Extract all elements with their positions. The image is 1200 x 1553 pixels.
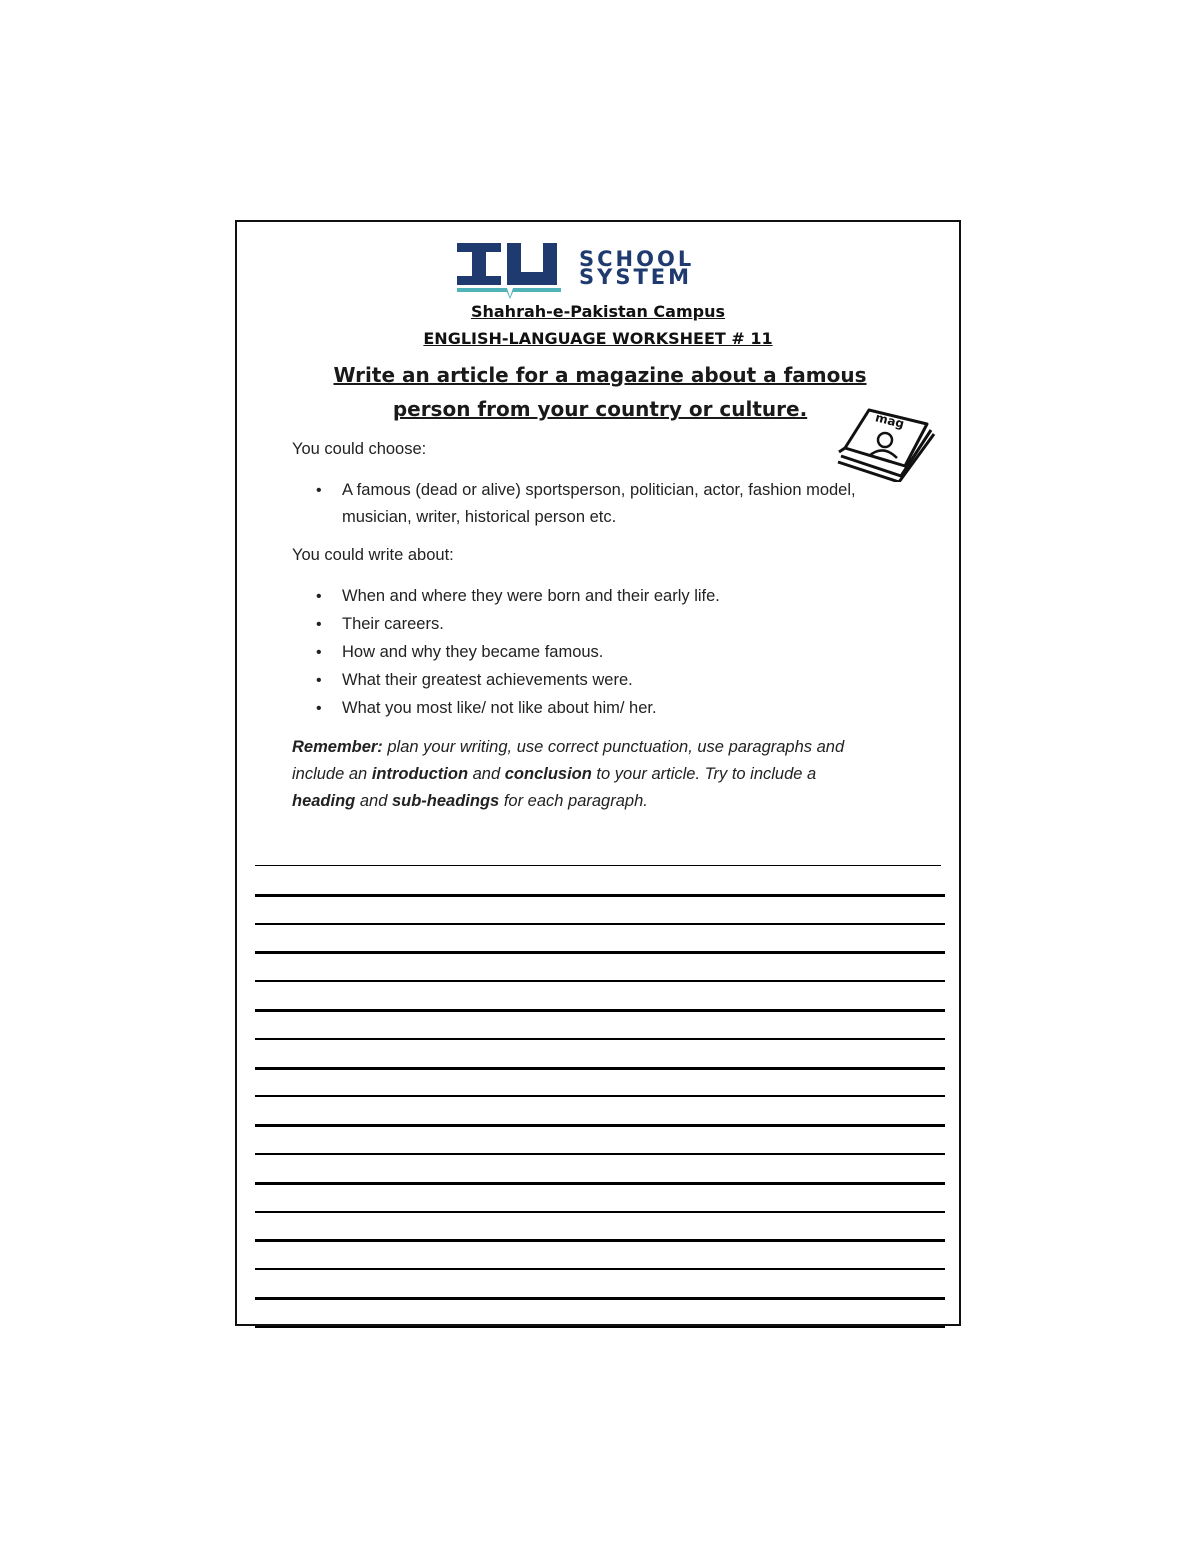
remember-lead: Remember: [292,738,383,756]
list-item: • What you most like/ not like about him/ her. [342,695,912,722]
campus-name: Shahrah-e-Pakistan Campus [470,302,726,321]
writing-area[interactable] [255,862,945,1327]
writing-line [255,1182,945,1185]
remember-bold-heading: heading [292,792,356,810]
list-item: • A famous (dead or alive) sportsperson, politician, actor, fashion model, musician, writer, historical person etc. [342,477,912,531]
choose-list [292,477,912,532]
writing-line [255,894,945,897]
writing-line [255,1009,945,1012]
remember-text: to your article. Try to include a [591,765,817,783]
worksheet-page [235,220,961,1326]
writing-line [255,1124,945,1127]
magazine-icon [835,404,939,482]
remember-bold-conclusion: conclusion [504,765,592,783]
magazine-cover-text: mag [873,410,906,432]
writing-line [255,865,941,866]
remember-text: plan your writing, use correct punctuation, use paragraphs and include an [292,738,845,783]
writing-line [255,951,945,954]
remember-text: and [355,792,392,810]
list-item: • Their careers. [342,611,912,638]
writing-line [255,1067,945,1070]
writing-line [255,1326,945,1328]
writing-line [255,1038,945,1040]
write-about-list [292,583,912,723]
writing-line [255,1239,945,1242]
school-logo [455,240,751,300]
choose-label: You could choose: [292,440,427,458]
remember-text: and [468,765,505,783]
write-about-label: You could write about: [292,546,454,564]
logo-text [579,247,695,289]
writing-line [255,1153,945,1155]
remember-bold-subheadings: sub-headings [391,792,500,810]
writing-line [255,923,945,925]
logo-line-school: SCHOOL [579,247,695,271]
logo-line-system: SYSTEM [579,265,693,289]
page-title: Write an article for a magazine about a famous person from your country or culture. [333,363,867,421]
writing-line [255,1211,945,1213]
writing-line [255,1268,945,1270]
list-item: • How and why they became famous. [342,639,912,666]
writing-line [255,1297,945,1300]
list-item: • When and where they were born and their early life. [342,583,912,610]
writing-line [255,980,945,982]
list-item: • What their greatest achievements were. [342,667,912,694]
worksheet-number: ENGLISH-LANGUAGE WORKSHEET # 11 [423,329,773,348]
remember-note [292,734,872,815]
remember-bold-introduction: introduction [371,765,469,783]
writing-line [255,1095,945,1097]
remember-text: for each paragraph. [499,792,648,810]
iu-logo-mark-icon [455,240,565,300]
